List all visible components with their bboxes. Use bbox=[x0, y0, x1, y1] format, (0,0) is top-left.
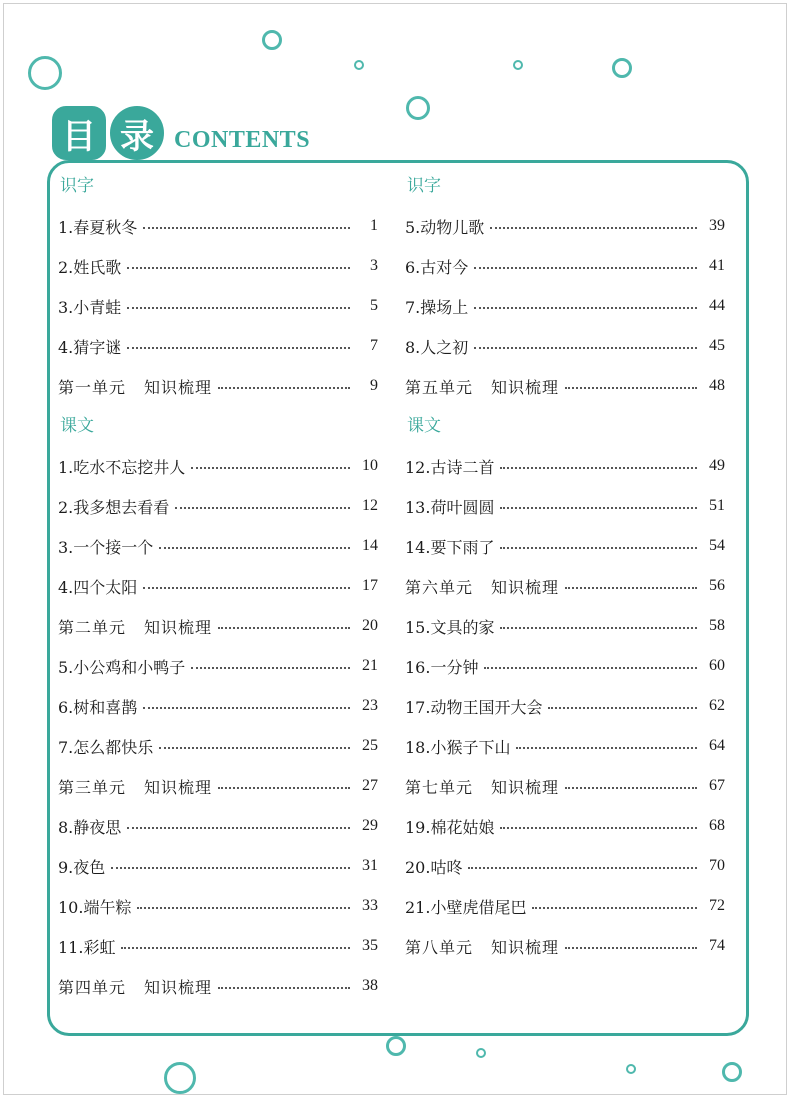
page-title bbox=[52, 96, 310, 160]
toc-entry-label bbox=[58, 375, 212, 398]
unit-name: 第一单元 bbox=[58, 377, 127, 397]
toc-entry-label bbox=[58, 775, 212, 798]
page-number: 33 bbox=[362, 897, 378, 914]
toc-entry-label: 17.动物王国开大会 bbox=[405, 697, 543, 717]
page-number: 3 bbox=[370, 257, 378, 274]
toc-entry-label: 7.怎么都快乐 bbox=[58, 737, 154, 757]
bubble-decoration bbox=[476, 1048, 486, 1058]
toc-entry[interactable] bbox=[58, 246, 378, 286]
page-number: 12 bbox=[362, 497, 378, 514]
bubble-decoration bbox=[386, 1036, 406, 1056]
toc-unit-summary[interactable] bbox=[58, 766, 378, 806]
page-number: 45 bbox=[709, 337, 725, 354]
toc-entry[interactable] bbox=[405, 486, 725, 526]
toc-entry[interactable] bbox=[405, 846, 725, 886]
toc-entry[interactable] bbox=[58, 286, 378, 326]
unit-name: 第五单元 bbox=[405, 377, 474, 397]
dot-leader bbox=[484, 667, 697, 669]
dot-leader bbox=[474, 347, 697, 349]
contents-heading: CONTENTS bbox=[174, 127, 311, 153]
page-number: 56 bbox=[709, 577, 725, 594]
toc-entry[interactable] bbox=[405, 286, 725, 326]
toc-entry[interactable] bbox=[58, 446, 378, 486]
toc-entry-label: 19.棉花姑娘 bbox=[405, 817, 495, 837]
toc-entry-label bbox=[405, 375, 559, 398]
summary-label: 知识梳理 bbox=[144, 377, 213, 397]
page-number: 51 bbox=[709, 497, 725, 514]
bubble-decoration bbox=[513, 60, 523, 70]
dot-leader bbox=[565, 587, 697, 589]
toc-entry-label: 10.端午粽 bbox=[58, 897, 132, 917]
toc-entry[interactable] bbox=[405, 886, 725, 926]
page-number: 20 bbox=[362, 617, 378, 634]
dot-leader bbox=[474, 267, 697, 269]
toc-entry-label: 3.一个接一个 bbox=[58, 537, 154, 557]
dot-leader bbox=[218, 787, 350, 789]
dot-leader bbox=[565, 947, 697, 949]
toc-entry-label: 20.咕咚 bbox=[405, 857, 463, 877]
toc-entry-label: 5.小公鸡和小鸭子 bbox=[58, 657, 186, 677]
toc-entry-label: 1.春夏秋冬 bbox=[58, 217, 138, 237]
toc-entry[interactable] bbox=[58, 806, 378, 846]
page-number: 14 bbox=[362, 537, 378, 554]
toc-entry-label: 21.小壁虎借尾巴 bbox=[405, 897, 527, 917]
toc-entry[interactable] bbox=[58, 326, 378, 366]
toc-unit-summary[interactable] bbox=[58, 606, 378, 646]
bubble-decoration bbox=[406, 96, 430, 120]
toc-unit-summary[interactable] bbox=[405, 566, 725, 606]
summary-label: 知识梳理 bbox=[491, 377, 560, 397]
page-number: 38 bbox=[362, 977, 378, 994]
toc-entry[interactable] bbox=[58, 486, 378, 526]
summary-label: 知识梳理 bbox=[491, 937, 560, 957]
toc-entry[interactable] bbox=[58, 726, 378, 766]
page-number: 72 bbox=[709, 897, 725, 914]
dot-leader bbox=[565, 387, 697, 389]
bubble-decoration bbox=[28, 56, 62, 90]
section-heading: 课文 bbox=[60, 416, 94, 436]
toc-entry-label: 7.操场上 bbox=[405, 297, 469, 317]
toc-entry[interactable] bbox=[405, 726, 725, 766]
summary-label: 知识梳理 bbox=[144, 977, 213, 997]
dot-leader bbox=[532, 907, 697, 909]
page-number: 35 bbox=[362, 937, 378, 954]
section-heading: 课文 bbox=[407, 416, 441, 436]
toc-entry-label bbox=[405, 935, 559, 958]
dot-leader bbox=[500, 547, 697, 549]
page-number: 1 bbox=[370, 217, 378, 234]
unit-name: 第六单元 bbox=[405, 577, 474, 597]
toc-entry[interactable] bbox=[405, 246, 725, 286]
toc-entry-label: 15.文具的家 bbox=[405, 617, 495, 637]
summary-label: 知识梳理 bbox=[491, 577, 560, 597]
toc-entry-label: 16.一分钟 bbox=[405, 657, 479, 677]
toc-entry[interactable] bbox=[405, 326, 725, 366]
dot-leader bbox=[143, 707, 350, 709]
dot-leader bbox=[490, 227, 697, 229]
toc-right-column bbox=[405, 166, 725, 966]
dot-leader bbox=[175, 507, 350, 509]
toc-entry-label bbox=[405, 775, 559, 798]
dot-leader bbox=[137, 907, 350, 909]
page-number: 48 bbox=[709, 377, 725, 394]
page-number: 10 bbox=[362, 457, 378, 474]
toc-entry[interactable] bbox=[58, 846, 378, 886]
page-number: 27 bbox=[362, 777, 378, 794]
page-number: 21 bbox=[362, 657, 378, 674]
toc-entry[interactable] bbox=[405, 526, 725, 566]
toc-entry-label: 14.要下雨了 bbox=[405, 537, 495, 557]
toc-entry-label: 8.静夜思 bbox=[58, 817, 122, 837]
dot-leader bbox=[143, 587, 350, 589]
page-number: 41 bbox=[709, 257, 725, 274]
title-char-lu: 录 bbox=[110, 106, 164, 160]
unit-name: 第四单元 bbox=[58, 977, 127, 997]
toc-entry[interactable] bbox=[405, 206, 725, 246]
toc-entry-label: 2.我多想去看看 bbox=[58, 497, 170, 517]
dot-leader bbox=[218, 387, 350, 389]
page-number: 23 bbox=[362, 697, 378, 714]
toc-entry-label: 4.猜字谜 bbox=[58, 337, 122, 357]
toc-entry-label: 18.小猴子下山 bbox=[405, 737, 511, 757]
summary-label: 知识梳理 bbox=[491, 777, 560, 797]
dot-leader bbox=[218, 627, 350, 629]
dot-leader bbox=[548, 707, 697, 709]
toc-entry-label: 6.树和喜鹊 bbox=[58, 697, 138, 717]
dot-leader bbox=[111, 867, 350, 869]
page-number: 64 bbox=[709, 737, 725, 754]
dot-leader bbox=[500, 467, 697, 469]
toc-unit-summary[interactable] bbox=[58, 966, 378, 1006]
toc-unit-summary[interactable] bbox=[405, 366, 725, 406]
toc-entry-label: 11.彩虹 bbox=[58, 937, 116, 957]
dot-leader bbox=[500, 507, 697, 509]
toc-entry[interactable] bbox=[405, 646, 725, 686]
dot-leader bbox=[191, 467, 350, 469]
bubble-decoration bbox=[626, 1064, 636, 1074]
page-number: 39 bbox=[709, 217, 725, 234]
page-number: 74 bbox=[709, 937, 725, 954]
page-number: 5 bbox=[370, 297, 378, 314]
toc-entry-label: 8.人之初 bbox=[405, 337, 469, 357]
toc-entry-label bbox=[58, 975, 212, 998]
dot-leader bbox=[516, 747, 697, 749]
page-number: 44 bbox=[709, 297, 725, 314]
page-number: 25 bbox=[362, 737, 378, 754]
bubble-decoration bbox=[722, 1062, 742, 1082]
dot-leader bbox=[127, 267, 350, 269]
unit-name: 第三单元 bbox=[58, 777, 127, 797]
toc-entry-label: 2.姓氏歌 bbox=[58, 257, 122, 277]
toc-entry-label: 5.动物儿歌 bbox=[405, 217, 485, 237]
page-number: 31 bbox=[362, 857, 378, 874]
toc-entry[interactable] bbox=[405, 606, 725, 646]
dot-leader bbox=[159, 747, 350, 749]
dot-leader bbox=[500, 827, 697, 829]
dot-leader bbox=[191, 667, 350, 669]
page-number: 68 bbox=[709, 817, 725, 834]
unit-name: 第二单元 bbox=[58, 617, 127, 637]
dot-leader bbox=[127, 307, 350, 309]
toc-entry-label: 6.古对今 bbox=[405, 257, 469, 277]
unit-name: 第七单元 bbox=[405, 777, 474, 797]
page-number: 60 bbox=[709, 657, 725, 674]
dot-leader bbox=[127, 347, 350, 349]
toc-entry-label: 1.吃水不忘挖井人 bbox=[58, 457, 186, 477]
toc-entry[interactable] bbox=[405, 806, 725, 846]
toc-entry-label: 4.四个太阳 bbox=[58, 577, 138, 597]
bubble-decoration bbox=[612, 58, 632, 78]
page-number: 54 bbox=[709, 537, 725, 554]
page-number: 70 bbox=[709, 857, 725, 874]
toc-entry-label: 9.夜色 bbox=[58, 857, 106, 877]
bubble-decoration bbox=[354, 60, 364, 70]
section-heading: 识字 bbox=[60, 176, 94, 196]
summary-label: 知识梳理 bbox=[144, 617, 213, 637]
dot-leader bbox=[127, 827, 350, 829]
dot-leader bbox=[143, 227, 350, 229]
section-heading: 识字 bbox=[407, 176, 441, 196]
dot-leader bbox=[565, 787, 697, 789]
page-number: 7 bbox=[370, 337, 378, 354]
bubble-decoration bbox=[164, 1062, 196, 1094]
toc-entry-label: 12.古诗二首 bbox=[405, 457, 495, 477]
unit-name: 第八单元 bbox=[405, 937, 474, 957]
toc-entry[interactable] bbox=[58, 926, 378, 966]
dot-leader bbox=[474, 307, 697, 309]
page-number: 58 bbox=[709, 617, 725, 634]
dot-leader bbox=[500, 627, 697, 629]
toc-entry[interactable] bbox=[58, 526, 378, 566]
toc-entry[interactable] bbox=[58, 686, 378, 726]
bubble-decoration bbox=[262, 30, 282, 50]
dot-leader bbox=[121, 947, 350, 949]
page-number: 62 bbox=[709, 697, 725, 714]
toc-entry[interactable] bbox=[58, 886, 378, 926]
toc-entry-label bbox=[58, 615, 212, 638]
page-number: 9 bbox=[370, 377, 378, 394]
title-char-mu: 目 bbox=[52, 106, 106, 160]
toc-entry[interactable] bbox=[58, 206, 378, 246]
toc-entry-label: 13.荷叶圆圆 bbox=[405, 497, 495, 517]
toc-entry[interactable] bbox=[58, 566, 378, 606]
page-number: 49 bbox=[709, 457, 725, 474]
summary-label: 知识梳理 bbox=[144, 777, 213, 797]
toc-entry-label bbox=[405, 575, 559, 598]
toc-entry[interactable] bbox=[405, 686, 725, 726]
dot-leader bbox=[218, 987, 350, 989]
page-number: 29 bbox=[362, 817, 378, 834]
toc-entry[interactable] bbox=[58, 646, 378, 686]
page-number: 67 bbox=[709, 777, 725, 794]
toc-unit-summary[interactable] bbox=[58, 366, 378, 406]
dot-leader bbox=[159, 547, 350, 549]
toc-entry-label: 3.小青蛙 bbox=[58, 297, 122, 317]
toc-unit-summary[interactable] bbox=[405, 766, 725, 806]
toc-left-column bbox=[58, 166, 378, 1006]
toc-unit-summary[interactable] bbox=[405, 926, 725, 966]
toc-entry[interactable] bbox=[405, 446, 725, 486]
page-number: 17 bbox=[362, 577, 378, 594]
dot-leader bbox=[468, 867, 697, 869]
